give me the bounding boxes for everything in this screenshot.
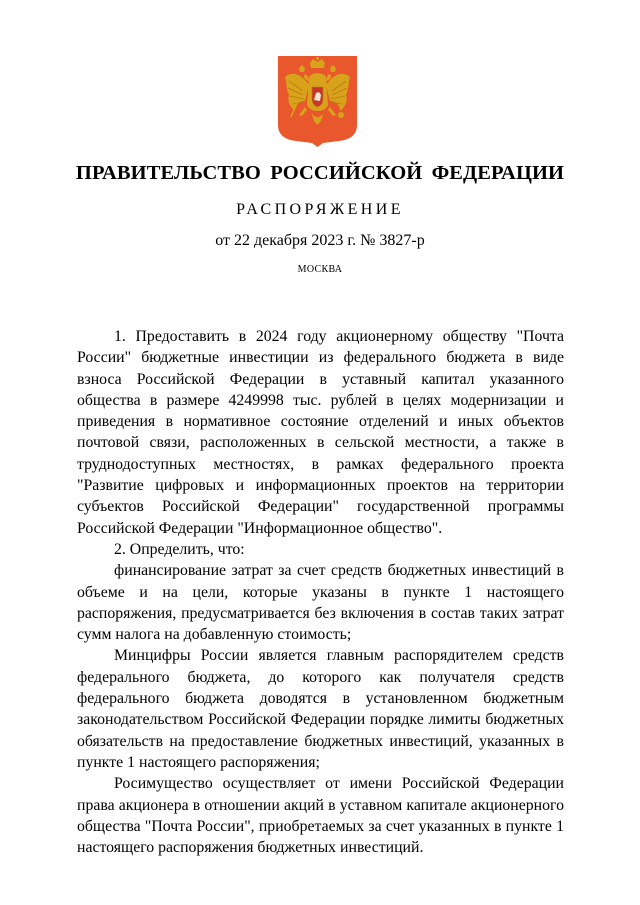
- russian-coat-of-arms-icon: [277, 55, 358, 147]
- document-date-number: от 22 декабря 2023 г. № 3827-р: [215, 232, 425, 249]
- document-type: РАСПОРЯЖЕНИЕ: [236, 201, 404, 218]
- document-body: [77, 326, 564, 858]
- paragraph-4: Минцифры России является главным распорядителем средств федерального бюджета, до которого как получателя средств федерального бюджета доводятся в установленном бюджетным законодательством Российской Федерации порядке лимиты бюджетных обязательств на предоставление бюджетных инвестиций, указанных в пункте 1 настоящего распоряжения;: [77, 647, 564, 771]
- document-city: МОСКВА: [297, 264, 343, 275]
- paragraph-5: Росимущество осуществляет от имени Российской Федерации права акционера в отношении акций в уставном капитале акционерного общества "Почта России", приобретаемых за счет указанных в пункте 1 настоящего распоряжения бюджетных инвестиций.: [77, 775, 564, 857]
- paragraph-1: 1. Предоставить в 2024 году акционерному обществу "Почта России" бюджетные инвестиции из федерального бюджета в виде взноса Российской Федерации в уставный капитал указанного общества в размере 4249998 тыс. рублей в целях модернизации и приведения в нормативное состояние отделений и иных объектов почтовой связи, расположенных в сельской местности, а также в труднодоступных местностях, в рамках федерального проекта "Развитие цифровых и информационных проектов на территории субъектов Российской Федерации" государственной программы Российской Федерации "Информационное общество".: [77, 328, 564, 537]
- government-title: ПРАВИТЕЛЬСТВО РОССИЙСКОЙ ФЕДЕРАЦИИ: [75, 162, 565, 184]
- paragraph-3: финансирование затрат за счет средств бюджетных инвестиций в объеме и на цели, которые указаны в пункте 1 настоящего распоряжения, предусматривается без включения в состав таких затрат сумм налога на добавленную стоимость;: [77, 562, 564, 644]
- paragraph-2: 2. Определить, что:: [114, 540, 245, 558]
